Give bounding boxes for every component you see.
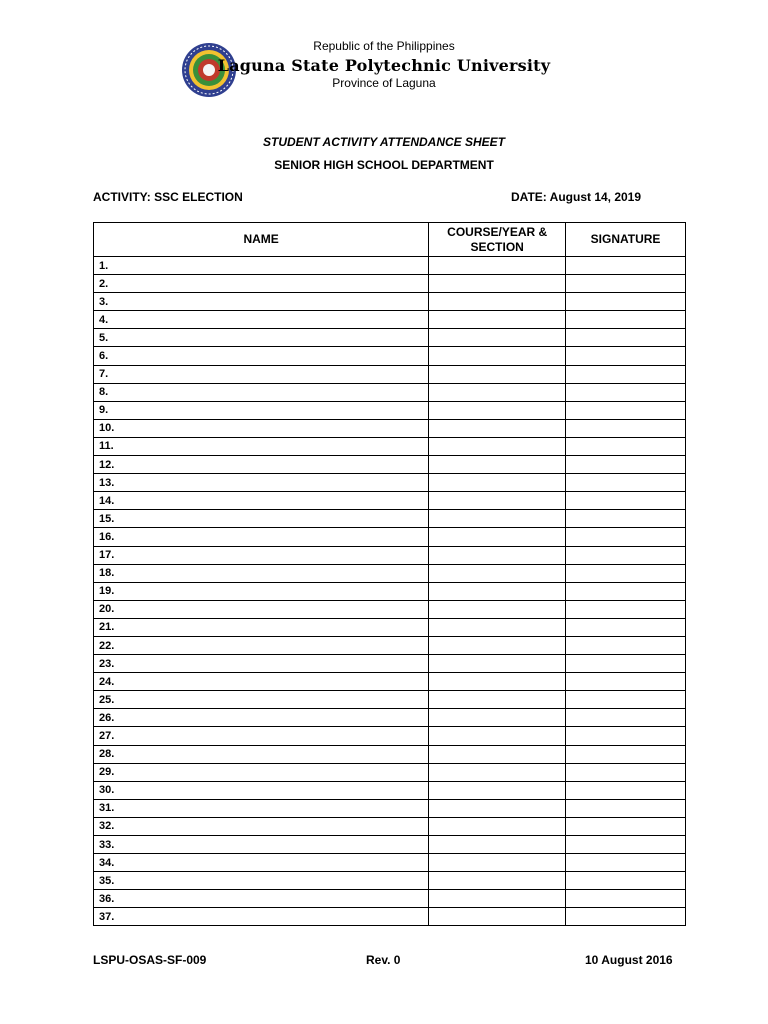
name-cell[interactable]: 27. xyxy=(94,727,429,745)
signature-cell[interactable] xyxy=(566,275,686,293)
course-cell[interactable] xyxy=(429,456,566,474)
name-cell[interactable]: 15. xyxy=(94,510,429,528)
course-cell[interactable] xyxy=(429,365,566,383)
table-row xyxy=(94,347,686,365)
course-cell[interactable] xyxy=(429,618,566,636)
column-header-signature: SIGNATURE xyxy=(566,223,686,257)
table-row xyxy=(94,437,686,455)
table-row xyxy=(94,528,686,546)
signature-cell[interactable] xyxy=(566,890,686,908)
column-header-name: NAME xyxy=(94,223,429,257)
signature-cell[interactable] xyxy=(566,456,686,474)
table-row xyxy=(94,745,686,763)
course-cell[interactable] xyxy=(429,673,566,691)
course-cell[interactable] xyxy=(429,908,566,926)
course-cell[interactable] xyxy=(429,347,566,365)
course-cell[interactable] xyxy=(429,727,566,745)
signature-cell[interactable] xyxy=(566,854,686,872)
column-header-course: COURSE/YEAR & SECTION xyxy=(429,223,566,257)
table-row xyxy=(94,727,686,745)
name-cell[interactable]: 37. xyxy=(94,908,429,926)
table-row xyxy=(94,618,686,636)
signature-cell[interactable] xyxy=(566,474,686,492)
department-title: SENIOR HIGH SCHOOL DEPARTMENT xyxy=(274,158,494,172)
table-header-row xyxy=(94,223,686,257)
table-row xyxy=(94,401,686,419)
table-row xyxy=(94,691,686,709)
name-cell[interactable]: 28. xyxy=(94,745,429,763)
course-cell[interactable] xyxy=(429,709,566,727)
table-row xyxy=(94,275,686,293)
signature-cell[interactable] xyxy=(566,618,686,636)
course-cell[interactable] xyxy=(429,329,566,347)
signature-cell[interactable] xyxy=(566,655,686,673)
name-cell[interactable]: 29. xyxy=(94,763,429,781)
signature-cell[interactable] xyxy=(566,329,686,347)
signature-cell[interactable] xyxy=(566,546,686,564)
course-cell[interactable] xyxy=(429,492,566,510)
table-row xyxy=(94,329,686,347)
name-cell[interactable]: 31. xyxy=(94,799,429,817)
signature-cell[interactable] xyxy=(566,510,686,528)
table-row xyxy=(94,582,686,600)
name-cell[interactable]: 32. xyxy=(94,817,429,835)
table-row xyxy=(94,365,686,383)
name-cell[interactable]: 16. xyxy=(94,528,429,546)
signature-cell[interactable] xyxy=(566,419,686,437)
table-row xyxy=(94,836,686,854)
course-cell[interactable] xyxy=(429,510,566,528)
course-cell[interactable] xyxy=(429,600,566,618)
activity-label: ACTIVITY: SSC ELECTION xyxy=(93,190,243,204)
name-cell[interactable]: 20. xyxy=(94,600,429,618)
signature-cell[interactable] xyxy=(566,564,686,582)
signature-cell[interactable] xyxy=(566,673,686,691)
name-cell[interactable]: 10. xyxy=(94,419,429,437)
signature-cell[interactable] xyxy=(566,582,686,600)
name-cell[interactable]: 3. xyxy=(94,293,429,311)
course-cell[interactable] xyxy=(429,383,566,401)
signature-cell[interactable] xyxy=(566,492,686,510)
signature-cell[interactable] xyxy=(566,257,686,275)
name-cell[interactable]: 2. xyxy=(94,275,429,293)
course-cell[interactable] xyxy=(429,890,566,908)
signature-cell[interactable] xyxy=(566,347,686,365)
name-cell[interactable]: 5. xyxy=(94,329,429,347)
table-row xyxy=(94,419,686,437)
table-row xyxy=(94,872,686,890)
course-cell[interactable] xyxy=(429,474,566,492)
signature-cell[interactable] xyxy=(566,437,686,455)
name-cell[interactable]: 30. xyxy=(94,781,429,799)
course-cell[interactable] xyxy=(429,419,566,437)
course-cell[interactable] xyxy=(429,691,566,709)
name-cell[interactable]: 26. xyxy=(94,709,429,727)
name-cell[interactable]: 18. xyxy=(94,564,429,582)
signature-cell[interactable] xyxy=(566,745,686,763)
signature-cell[interactable] xyxy=(566,600,686,618)
name-cell[interactable]: 21. xyxy=(94,618,429,636)
name-cell[interactable]: 35. xyxy=(94,872,429,890)
course-cell[interactable] xyxy=(429,799,566,817)
name-cell[interactable]: 23. xyxy=(94,655,429,673)
name-cell[interactable]: 9. xyxy=(94,401,429,419)
table-row xyxy=(94,510,686,528)
name-cell[interactable]: 7. xyxy=(94,365,429,383)
course-cell[interactable] xyxy=(429,854,566,872)
course-cell[interactable] xyxy=(429,257,566,275)
table-row xyxy=(94,781,686,799)
course-cell[interactable] xyxy=(429,437,566,455)
course-cell[interactable] xyxy=(429,311,566,329)
name-cell[interactable]: 13. xyxy=(94,474,429,492)
document-title: STUDENT ACTIVITY ATTENDANCE SHEET xyxy=(262,135,505,149)
table-row xyxy=(94,546,686,564)
signature-cell[interactable] xyxy=(566,709,686,727)
course-cell[interactable] xyxy=(429,293,566,311)
name-cell[interactable]: 25. xyxy=(94,691,429,709)
name-cell[interactable]: 19. xyxy=(94,582,429,600)
signature-cell[interactable] xyxy=(566,799,686,817)
course-cell[interactable] xyxy=(429,546,566,564)
name-cell[interactable]: 6. xyxy=(94,347,429,365)
signature-cell[interactable] xyxy=(566,781,686,799)
course-cell[interactable] xyxy=(429,817,566,835)
table-row xyxy=(94,799,686,817)
table-row xyxy=(94,908,686,926)
table-row xyxy=(94,311,686,329)
revision-label: Rev. 0 xyxy=(366,953,401,967)
signature-cell[interactable] xyxy=(566,365,686,383)
form-code: LSPU-OSAS-SF-009 xyxy=(93,953,207,967)
signature-cell[interactable] xyxy=(566,311,686,329)
footer-date: 10 August 2016 xyxy=(585,953,673,967)
header-republic: Republic of the Philippines xyxy=(313,39,455,53)
course-cell[interactable] xyxy=(429,655,566,673)
header-university: Laguna State Polytechnic University xyxy=(217,56,551,75)
name-cell[interactable]: 34. xyxy=(94,854,429,872)
signature-cell[interactable] xyxy=(566,763,686,781)
course-cell[interactable] xyxy=(429,745,566,763)
signature-cell[interactable] xyxy=(566,401,686,419)
signature-cell[interactable] xyxy=(566,636,686,654)
table-row xyxy=(94,854,686,872)
course-cell[interactable] xyxy=(429,401,566,419)
course-cell[interactable] xyxy=(429,763,566,781)
name-cell[interactable]: 22. xyxy=(94,636,429,654)
course-cell[interactable] xyxy=(429,872,566,890)
signature-cell[interactable] xyxy=(566,383,686,401)
signature-cell[interactable] xyxy=(566,528,686,546)
course-cell[interactable] xyxy=(429,836,566,854)
signature-cell[interactable] xyxy=(566,727,686,745)
table-row xyxy=(94,456,686,474)
signature-cell[interactable] xyxy=(566,293,686,311)
table-row xyxy=(94,492,686,510)
table-row xyxy=(94,890,686,908)
date-label: DATE: August 14, 2019 xyxy=(511,190,642,204)
signature-cell[interactable] xyxy=(566,908,686,926)
course-cell[interactable] xyxy=(429,275,566,293)
name-cell[interactable]: 24. xyxy=(94,673,429,691)
name-cell[interactable]: 17. xyxy=(94,546,429,564)
table-row xyxy=(94,293,686,311)
attendance-table xyxy=(93,222,686,926)
table-row xyxy=(94,817,686,835)
signature-cell[interactable] xyxy=(566,872,686,890)
name-cell[interactable]: 36. xyxy=(94,890,429,908)
table-row xyxy=(94,636,686,654)
course-cell[interactable] xyxy=(429,636,566,654)
table-row xyxy=(94,709,686,727)
course-cell[interactable] xyxy=(429,528,566,546)
name-cell[interactable]: 4. xyxy=(94,311,429,329)
header-province: Province of Laguna xyxy=(332,76,436,90)
name-cell[interactable]: 12. xyxy=(94,456,429,474)
name-cell[interactable]: 33. xyxy=(94,836,429,854)
name-cell[interactable]: 8. xyxy=(94,383,429,401)
course-cell[interactable] xyxy=(429,564,566,582)
name-cell[interactable]: 14. xyxy=(94,492,429,510)
table-row xyxy=(94,763,686,781)
table-row xyxy=(94,655,686,673)
name-cell[interactable]: 11. xyxy=(94,437,429,455)
table-row xyxy=(94,673,686,691)
table-row xyxy=(94,474,686,492)
table-row xyxy=(94,383,686,401)
course-cell[interactable] xyxy=(429,781,566,799)
table-row xyxy=(94,257,686,275)
name-cell[interactable]: 1. xyxy=(94,257,429,275)
table-row xyxy=(94,600,686,618)
signature-cell[interactable] xyxy=(566,691,686,709)
table-row xyxy=(94,564,686,582)
course-cell[interactable] xyxy=(429,582,566,600)
signature-cell[interactable] xyxy=(566,817,686,835)
signature-cell[interactable] xyxy=(566,836,686,854)
